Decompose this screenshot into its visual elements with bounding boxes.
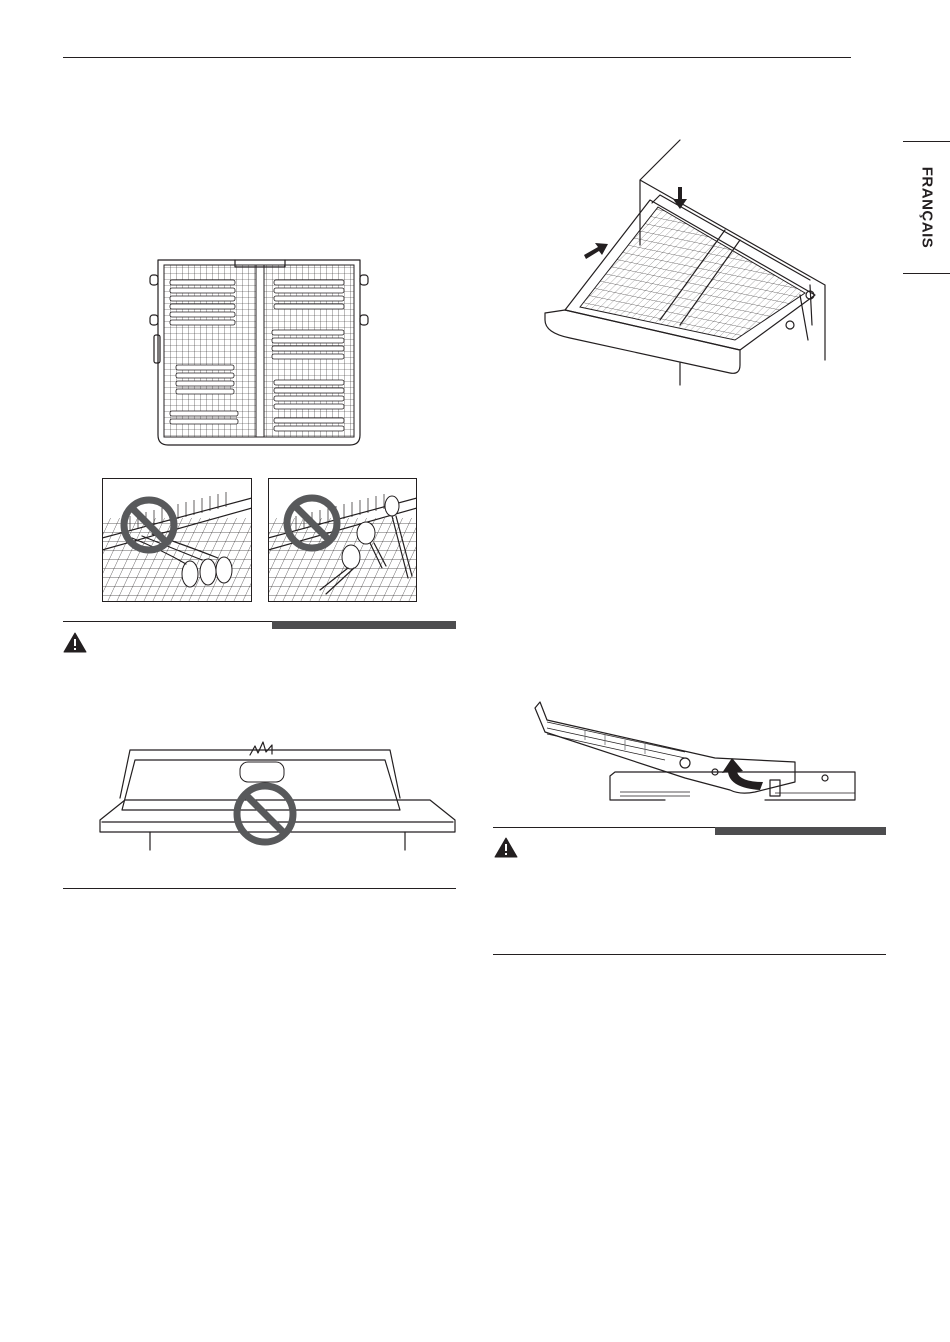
third-rack-top-view-illustration	[140, 255, 380, 455]
incorrect-loading-illustration-b	[268, 478, 417, 602]
warning-triangle-icon	[63, 632, 87, 653]
warning-triangle-icon	[494, 837, 518, 858]
language-tab-label: FRANÇAIS	[918, 166, 935, 249]
header-rule	[63, 57, 851, 58]
right-warning-bar	[715, 827, 886, 835]
rack-height-adjust-illustration	[525, 700, 855, 805]
incorrect-loading-illustration-a	[102, 478, 252, 602]
third-rack-perspective-illustration	[540, 135, 830, 395]
left-section-end-rule	[63, 888, 456, 889]
arrow-icon	[584, 243, 608, 259]
prohibited-icon	[237, 786, 293, 842]
tall-item-on-rack-illustration	[100, 740, 455, 850]
left-warning-bar	[272, 621, 456, 629]
right-section-end-rule	[493, 954, 886, 955]
curved-arrow-icon	[722, 758, 763, 790]
language-side-tab	[903, 141, 950, 274]
